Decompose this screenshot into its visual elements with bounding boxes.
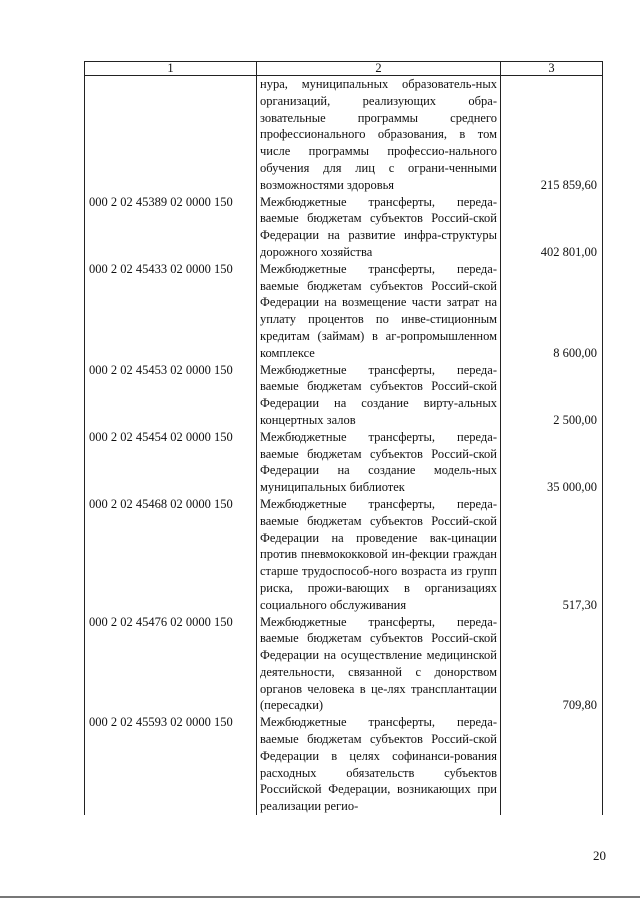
row-description: Межбюджетные трансферты, переда-ваемые бюджетам субъектов Россий-ской Федерации на создание вирту-альных концертных залов [257, 362, 501, 429]
row-code [85, 76, 257, 194]
row-amount: 8 600,00 [501, 261, 603, 362]
row-code: 000 2 02 45389 02 0000 150 [85, 194, 257, 261]
row-amount: 35 000,00 [501, 429, 603, 496]
row-code: 000 2 02 45468 02 0000 150 [85, 496, 257, 614]
column-header-1: 1 [85, 62, 257, 76]
table-row [85, 362, 603, 429]
row-description: Межбюджетные трансферты, переда-ваемые бюджетам субъектов Россий-ской Федерации на проведение вак-цинации против пневмококковой ин-фекции граждан старше трудоспособ-ного возраста из групп риска, прожи-вающих в организациях социального обслуживания [257, 496, 501, 614]
column-header-2: 2 [257, 62, 501, 76]
row-description: Межбюджетные трансферты, переда-ваемые бюджетам субъектов Россий-ской Федерации на возмещение части затрат на уплату процентов по инве-стиционным кредитам (займам) в аг-ропромышленном комплексе [257, 261, 501, 362]
row-code: 000 2 02 45453 02 0000 150 [85, 362, 257, 429]
table-row [85, 76, 603, 194]
table-row [85, 261, 603, 362]
row-description: Межбюджетные трансферты, переда-ваемые бюджетам субъектов Россий-ской Федерации на создание модель-ных муниципальных библиотек [257, 429, 501, 496]
row-amount: 215 859,60 [501, 76, 603, 194]
table-row [85, 194, 603, 261]
row-code: 000 2 02 45476 02 0000 150 [85, 614, 257, 715]
table-row [85, 429, 603, 496]
row-amount: 517,30 [501, 496, 603, 614]
row-amount: 2 500,00 [501, 362, 603, 429]
table-header-row [85, 62, 603, 76]
row-description: Межбюджетные трансферты, переда-ваемые бюджетам субъектов Россий-ской Федерации в целях софинанси-рования расходных обязательств субъектов Российской Федерации, возникающих при реализации регио- [257, 714, 501, 815]
row-code: 000 2 02 45593 02 0000 150 [85, 714, 257, 815]
page-number: 20 [593, 848, 606, 863]
row-amount [501, 714, 603, 815]
row-code: 000 2 02 45433 02 0000 150 [85, 261, 257, 362]
row-description: Межбюджетные трансферты, переда-ваемые бюджетам субъектов Россий-ской Федерации на осуществление медицинской деятельности, связанной с донорством органов человека в це-лях трансплантации (пересадки) [257, 614, 501, 715]
row-description: Межбюджетные трансферты, переда-ваемые бюджетам субъектов Россий-ской Федерации на развитие инфра-структуры дорожного хозяйства [257, 194, 501, 261]
row-description: нура, муниципальных образователь-ных организаций, реализующих обра-зовательные программы среднего профессионального образования, в том числе программы профессио-нального обучения для лиц с ограни-ченными возможностями здоровья [257, 76, 501, 194]
row-code: 000 2 02 45454 02 0000 150 [85, 429, 257, 496]
budget-table [84, 61, 603, 815]
row-amount: 402 801,00 [501, 194, 603, 261]
footer-divider [0, 896, 640, 898]
column-header-3: 3 [501, 62, 603, 76]
table-row [85, 614, 603, 715]
table-row [85, 714, 603, 815]
row-amount: 709,80 [501, 614, 603, 715]
table-row [85, 496, 603, 614]
